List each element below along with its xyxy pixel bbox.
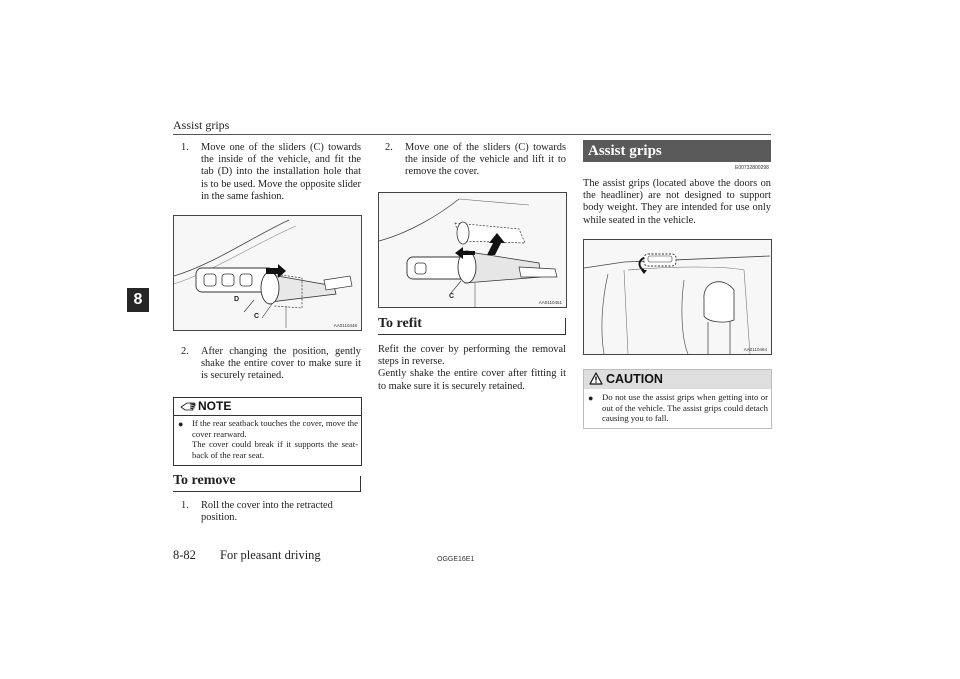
note-line-2: The cover could break if it supports the seat-back of the rear seat. <box>192 439 358 460</box>
figure-code: AA0110451 <box>538 300 562 305</box>
refit-body <box>378 344 566 393</box>
note-label: NOTE <box>198 399 232 413</box>
caution-label: CAUTION <box>606 372 663 386</box>
figure-code: AA0110448 <box>333 323 357 328</box>
refit-paragraph-1: Refit the cover by performing the removal steps in reverse. <box>378 344 566 368</box>
note-hand-icon <box>180 401 196 412</box>
footer-section-title: For pleasant driving <box>220 548 321 562</box>
step-number: 2. <box>181 346 189 357</box>
remove-illustration <box>379 193 566 307</box>
section-rule <box>173 491 361 492</box>
assist-grip-illustration <box>584 240 771 354</box>
figure-slider-install <box>173 215 362 331</box>
label-d: D <box>234 296 240 303</box>
caution-box <box>583 369 772 429</box>
step-2-shake <box>181 346 361 386</box>
label-c: C <box>449 293 455 300</box>
note-bullet-text <box>192 418 358 460</box>
step-number: 1. <box>181 142 189 153</box>
note-divider <box>174 415 361 416</box>
step-text: Move one of the sliders (C) towards the inside of the vehicle, and fit the tab (D) into the installation hole that is to be used. Move the opposite slider in the same fashion. <box>201 142 361 202</box>
assist-grips-body: The assist grips (located above the doors on the headliner) are not designed to support body weight. They are intended for use only while seated in the vehicle. <box>583 178 771 226</box>
refit-paragraph-2: Gently shake the entire cover after fitting it to make sure it is securely retained. <box>378 368 566 392</box>
step-2-remove-cover <box>385 142 566 182</box>
step-number: 1. <box>181 500 189 511</box>
figure-code: AA0110464 <box>743 347 767 352</box>
page-number: 8-82 <box>173 548 196 562</box>
step-text: Roll the cover into the retracted position. <box>201 500 333 524</box>
step-remove-1 <box>181 500 361 524</box>
chapter-tab: 8 <box>127 288 149 312</box>
reference-code: E00732800298 <box>735 165 769 171</box>
section-rule-tick <box>360 476 361 492</box>
section-heading-assist-grips: Assist grips <box>583 140 771 162</box>
note-box <box>173 397 362 466</box>
warning-triangle-icon <box>589 372 603 385</box>
label-c: C <box>254 313 260 320</box>
running-header: Assist grips <box>173 118 230 132</box>
step-number: 2. <box>385 142 393 153</box>
section-heading-to-refit: To refit <box>378 316 422 331</box>
figure-cover-remove <box>378 192 567 308</box>
bullet-icon: ● <box>178 419 184 429</box>
footer-doc-code: OGGE16E1 <box>437 556 475 563</box>
step-1-install <box>181 142 361 204</box>
install-illustration <box>174 216 361 330</box>
caution-bullet-text: Do not use the assist grips when getting into or out of the vehicle. The assist grips could detach causing you to fall. <box>602 392 768 424</box>
note-line-1: If the rear seatback touches the cover, move the cover rearward. <box>192 418 358 439</box>
section-rule <box>378 334 566 335</box>
bullet-icon: ● <box>588 393 594 403</box>
figure-assist-grip <box>583 239 772 355</box>
section-rule-tick <box>565 318 566 335</box>
step-text: Move one of the sliders (C) towards the inside of the vehicle and lift it to remove the cover. <box>405 142 566 178</box>
section-heading-to-remove: To remove <box>173 473 236 488</box>
header-rule <box>173 134 771 135</box>
caution-header <box>584 370 771 389</box>
step-text: After changing the position, gently shake the entire cover to make sure it is securely retained. <box>201 346 361 382</box>
